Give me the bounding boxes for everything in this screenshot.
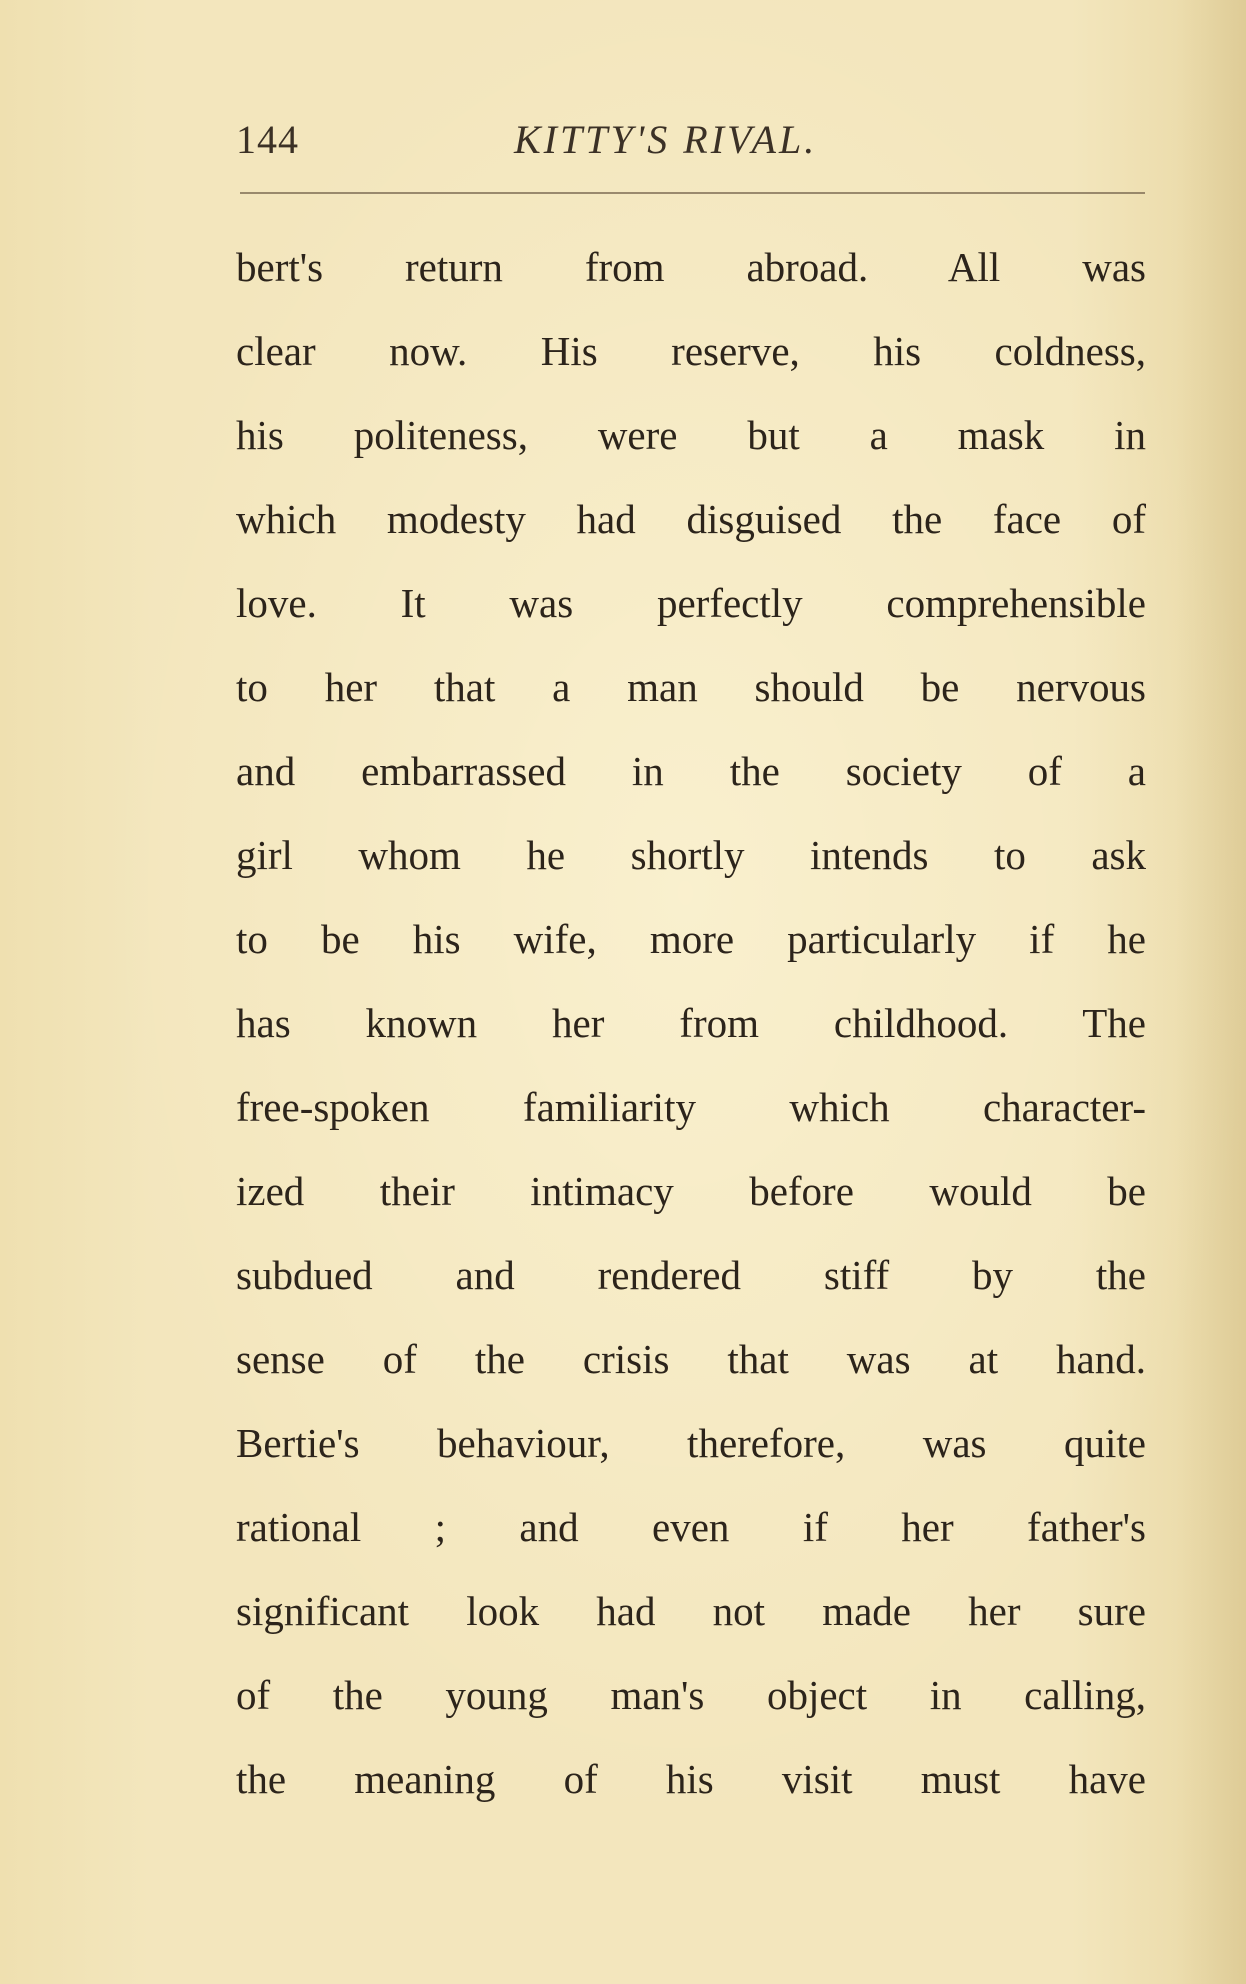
text-line: Bertie's behaviour, therefore, was quite (236, 1420, 1146, 1466)
text-line: and embarrassed in the society of a (236, 748, 1146, 794)
text-line: his politeness, were but a mask in (236, 412, 1146, 458)
text-line: which modesty had disguised the face of (236, 496, 1146, 542)
text-line: clear now. His reserve, his coldness, (236, 328, 1146, 374)
text-line: rational ; and even if her father's (236, 1504, 1146, 1550)
text-line: love. It was perfectly comprehensible (236, 580, 1146, 626)
page-body-text (236, 225, 1146, 1821)
text-line: to be his wife, more particularly if he (236, 916, 1146, 962)
text-line: ized their intimacy before would be (236, 1168, 1146, 1214)
text-line: bert's return from abroad. All was (236, 244, 1146, 290)
text-line: subdued and rendered stiff by the (236, 1252, 1146, 1298)
header-rule (240, 192, 1145, 194)
text-line: girl whom he shortly intends to ask (236, 832, 1146, 878)
text-line: has known her from childhood. The (236, 1000, 1146, 1046)
text-line: to her that a man should be nervous (236, 664, 1146, 710)
text-line: significant look had not made her sure (236, 1588, 1146, 1634)
running-title: KITTY'S RIVAL. (514, 117, 818, 162)
page-header (236, 108, 1146, 168)
text-line: of the young man's object in calling, (236, 1672, 1146, 1718)
page-number: 144 (236, 117, 299, 162)
text-line: free-spoken familiarity which character- (236, 1084, 1146, 1130)
text-line: the meaning of his visit must have (236, 1756, 1146, 1802)
text-line: sense of the crisis that was at hand. (236, 1336, 1146, 1382)
